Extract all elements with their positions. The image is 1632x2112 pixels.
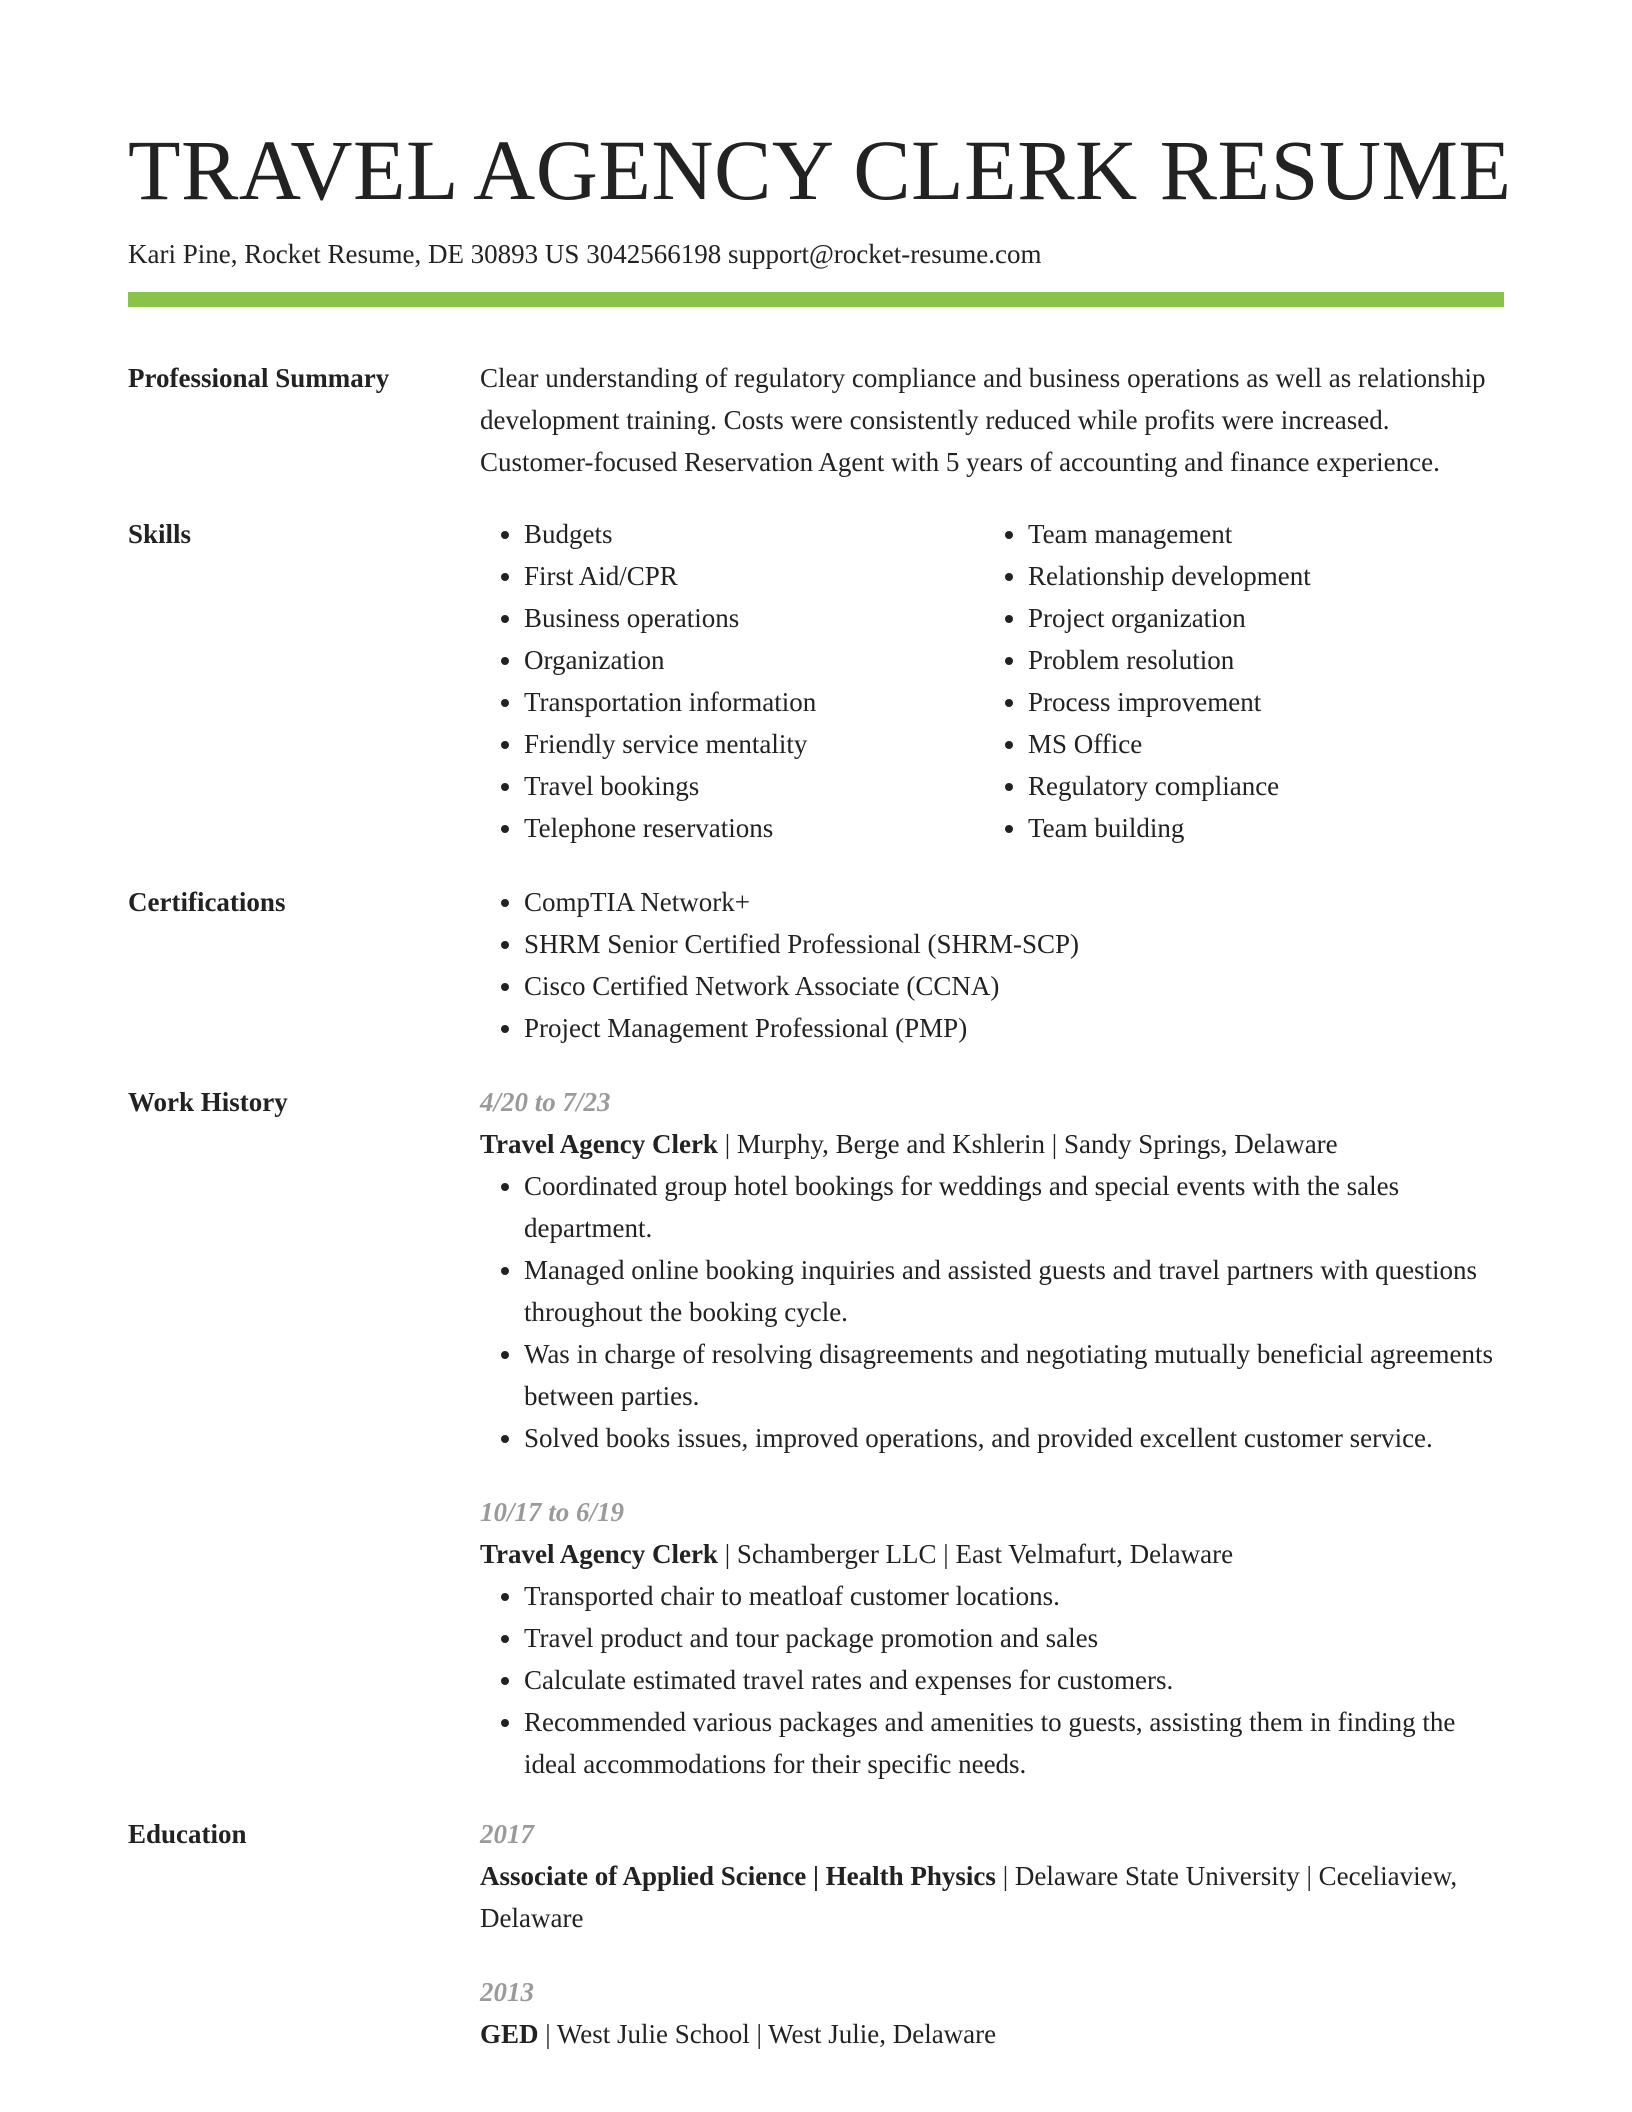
education-details: | West Julie School | West Julie, Delaware [538,2019,997,2049]
skill-item: • MS Office [1028,723,1488,765]
job-title: Travel Agency Clerk [480,1129,718,1159]
job-bullet: • Transported chair to meatloaf customer locations. [524,1575,1504,1617]
resume-page [128,0,1512,2055]
certification-item: • Cisco Certified Network Associate (CCNA) [524,965,1504,1007]
summary-text: Clear understanding of regulatory compliance and business operations as well as relationship development training. Costs were consistently reduced while profits were increased. Customer-focused Reservation Agent with 5 years of accounting and finance experience. [480,363,1486,477]
skill-item: • Relationship development [1028,555,1488,597]
job-entry [480,1491,1504,1785]
job-date: 4/20 to 7/23 [480,1087,611,1117]
section-label-summary: Professional Summary [128,363,390,393]
skill-item: • First Aid/CPR [524,555,984,597]
job-title: Travel Agency Clerk [480,1539,718,1569]
section-label-work: Work History [128,1087,288,1117]
work-history-section [128,1081,1504,1785]
skill-item: • Regulatory compliance [1028,765,1488,807]
contact-line: Kari Pine, Rocket Resume, DE 30893 US 3042566198 support@rocket-resume.com [128,239,1042,269]
education-header [480,2013,1504,2055]
job-bullet: • Travel product and tour package promotion and sales [524,1617,1504,1659]
certification-item: • CompTIA Network+ [524,881,1504,923]
skill-item: • Team building [1028,807,1488,849]
skill-item: • Business operations [524,597,984,639]
job-header [480,1123,1504,1165]
job-bullet: • Was in charge of resolving disagreements and negotiating mutually beneficial agreements between parties. [524,1333,1504,1417]
education-section [128,1813,1504,2055]
skill-item: • Budgets [524,513,984,555]
education-details: | Delaware State University | Ceceliaview, Delaware [480,1861,1458,1933]
skill-item: • Organization [524,639,984,681]
skills-column-left [480,513,984,849]
education-date: 2013 [480,1977,534,2007]
skill-item: • Telephone reservations [524,807,984,849]
education-degree: Associate of Applied Science | Health Physics [480,1861,996,1891]
section-label-skills: Skills [128,519,192,549]
education-entry [480,1971,1504,2055]
skill-item: • Problem resolution [1028,639,1488,681]
job-bullet: • Calculate estimated travel rates and expenses for customers. [524,1659,1504,1701]
education-degree: GED [480,2019,539,2049]
skill-item: • Project organization [1028,597,1488,639]
job-date: 10/17 to 6/19 [480,1497,625,1527]
skills-column-right [984,513,1488,849]
section-label-certifications: Certifications [128,887,286,917]
education-entry [480,1813,1504,1939]
job-bullet: • Coordinated group hotel bookings for weddings and special events with the sales department. [524,1165,1504,1249]
header-divider [128,292,1504,307]
section-label-education: Education [128,1819,247,1849]
certification-item: • SHRM Senior Certified Professional (SHRM-SCP) [524,923,1504,965]
job-bullet: • Recommended various packages and amenities to guests, assisting them in finding the ideal accommodations for their specific needs. [524,1701,1504,1785]
skill-item: • Friendly service mentality [524,723,984,765]
skill-item: • Travel bookings [524,765,984,807]
job-details: | Schamberger LLC | East Velmafurt, Delaware [717,1539,1234,1569]
job-details: | Murphy, Berge and Kshlerin | Sandy Springs, Delaware [717,1129,1338,1159]
skills-section [128,513,1504,849]
certification-item: • Project Management Professional (PMP) [524,1007,1504,1049]
education-date: 2017 [480,1819,534,1849]
job-bullet: • Solved books issues, improved operations, and provided excellent customer service. [524,1417,1504,1459]
skill-item: • Transportation information [524,681,984,723]
skill-item: • Process improvement [1028,681,1488,723]
job-header [480,1533,1504,1575]
skill-item: • Team management [1028,513,1488,555]
summary-section [128,357,1504,483]
certifications-section [128,881,1504,1049]
job-bullet: • Managed online booking inquiries and assisted guests and travel partners with questions throughout the booking cycle. [524,1249,1504,1333]
resume-title: TRAVEL AGENCY CLERK RESUME [128,122,1512,218]
education-header [480,1855,1504,1939]
job-entry [480,1081,1504,1459]
